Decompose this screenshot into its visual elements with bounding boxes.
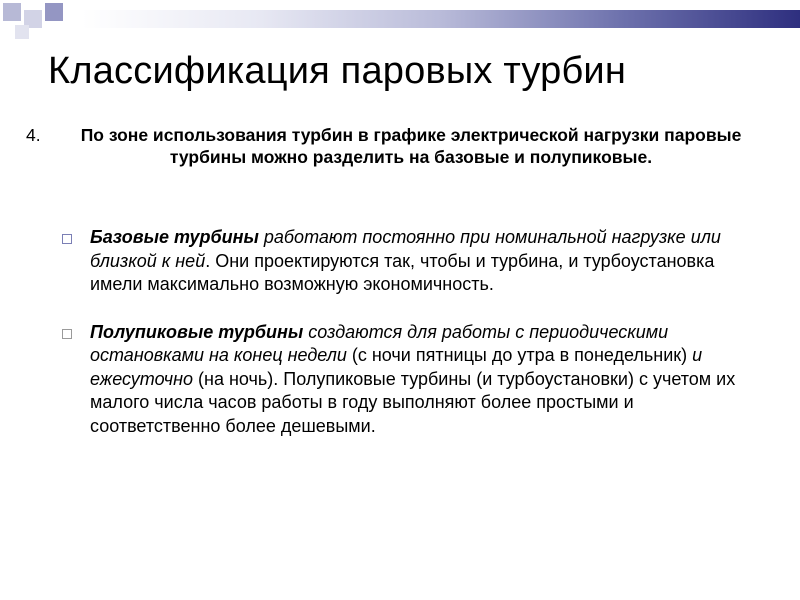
decor-square-icon: [45, 3, 63, 21]
decor-square-icon: [3, 3, 21, 21]
square-bullet-icon: [62, 234, 72, 244]
slide-title: Классификация паровых турбин: [48, 50, 627, 92]
bullet-item-base-turbines: [62, 226, 752, 297]
bullet-list: [62, 226, 752, 462]
bullet-term: Полупиковые турбины: [90, 321, 304, 342]
bullet-italic-text: и ежесуточно: [90, 345, 703, 389]
bullet-italic-text: создаются для работы с периодическими остановками на конец недели: [90, 321, 669, 365]
top-decorative-band: [0, 0, 800, 34]
point-number: 4.: [26, 125, 41, 145]
numbered-point: [26, 124, 766, 168]
bullet-italic-text: работают постоянно при номинальной нагрузке или близкой к ней: [90, 227, 721, 271]
bullet-item-semipeak-turbines: [62, 321, 752, 439]
bullet-text: . Они проектируются так, чтобы и турбина, и турбоустановка имели максимально возможную экономичность.: [90, 250, 715, 294]
bullet-text: (на ночь). Полупиковые турбины (и турбоустановки) с учетом их малого числа часов работы в году выполняют более простыми и соответственно более дешевыми.: [90, 368, 736, 436]
bullet-text: (с ночи пятницы до утра в понедельник): [346, 345, 693, 365]
square-bullet-icon: [62, 329, 72, 339]
decor-square-icon: [15, 25, 29, 39]
gradient-bar: [82, 10, 800, 28]
bullet-term: Базовые турбины: [90, 227, 259, 247]
point-text: По зоне использования турбин в графике электрической нагрузки паровые турбины можно разделить на базовые и полупиковые.: [80, 125, 742, 167]
